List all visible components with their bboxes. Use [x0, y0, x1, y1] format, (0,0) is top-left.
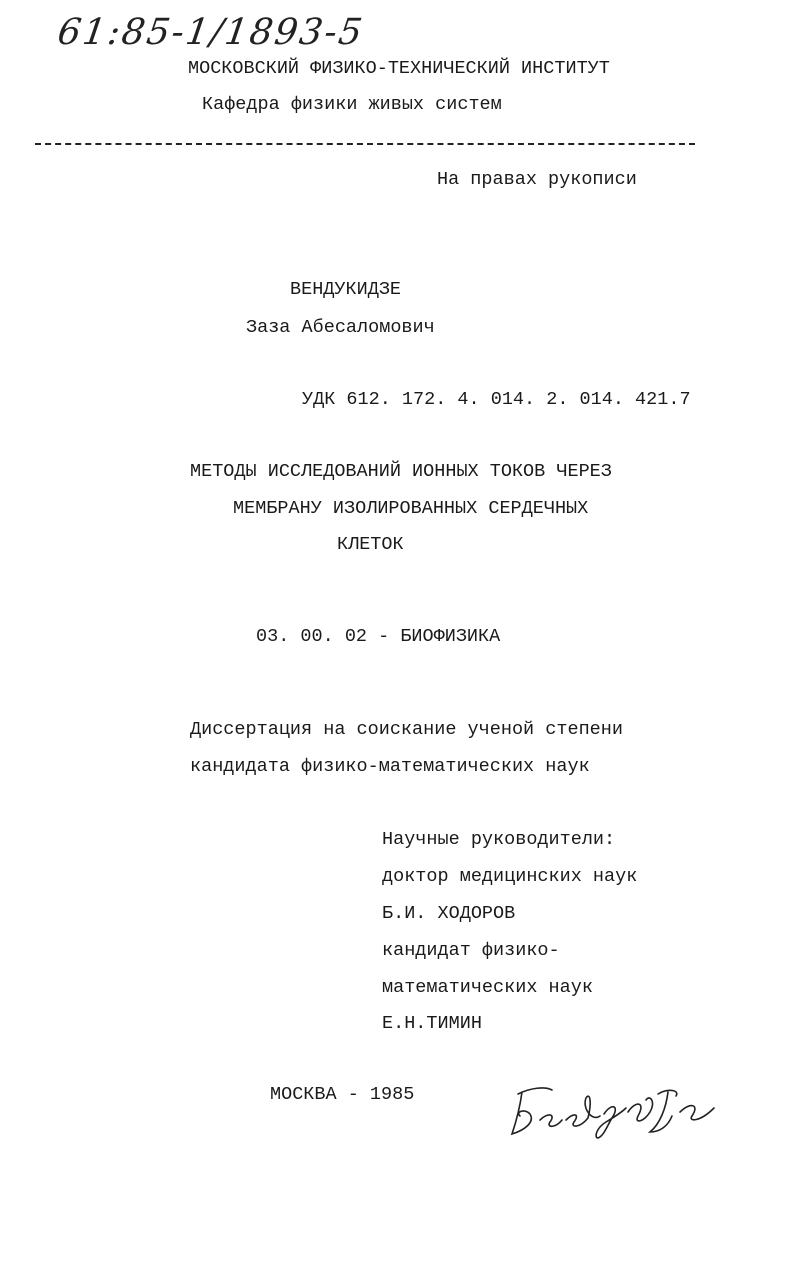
supervisor-line: математических наук [382, 977, 593, 998]
manuscript-note: На правах рукописи [437, 169, 637, 190]
supervisor-line: кандидат физико- [382, 940, 560, 961]
separator-line [35, 143, 695, 145]
degree-line-1: Диссертация на соискание ученой степени [190, 719, 623, 740]
title-line-1: МЕТОДЫ ИССЛЕДОВАНИЙ ИОННЫХ ТОКОВ ЧЕРЕЗ [190, 461, 612, 482]
supervisor-line: доктор медицинских наук [382, 866, 638, 887]
author-signature [500, 1072, 730, 1142]
title-line-2: МЕМБРАНУ ИЗОЛИРОВАННЫХ СЕРДЕЧНЫХ [233, 498, 589, 519]
institute-name: МОСКОВСКИЙ ФИЗИКО-ТЕХНИЧЕСКИЙ ИНСТИТУТ [188, 58, 610, 79]
author-given-names: Заза Абесаломович [246, 317, 435, 338]
degree-line-2: кандидата физико-математических наук [190, 756, 590, 777]
place-year: МОСКВА - 1985 [270, 1084, 415, 1105]
title-line-3: КЛЕТОК [337, 534, 404, 555]
supervisor-line: Е.Н.ТИМИН [382, 1013, 482, 1034]
department-name: Кафедра физики живых систем [202, 94, 502, 115]
supervisors-heading: Научные руководители: [382, 829, 616, 850]
udc-code: УДК 612. 172. 4. 014. 2. 014. 421.7 [302, 389, 691, 410]
archive-number-handwritten: 61:85-1/1893-5 [55, 12, 367, 53]
author-surname: ВЕНДУКИДЗЕ [290, 279, 402, 300]
supervisor-line: Б.И. ХОДОРОВ [382, 903, 516, 924]
specialty-code: 03. 00. 02 - БИОФИЗИКА [256, 626, 501, 647]
